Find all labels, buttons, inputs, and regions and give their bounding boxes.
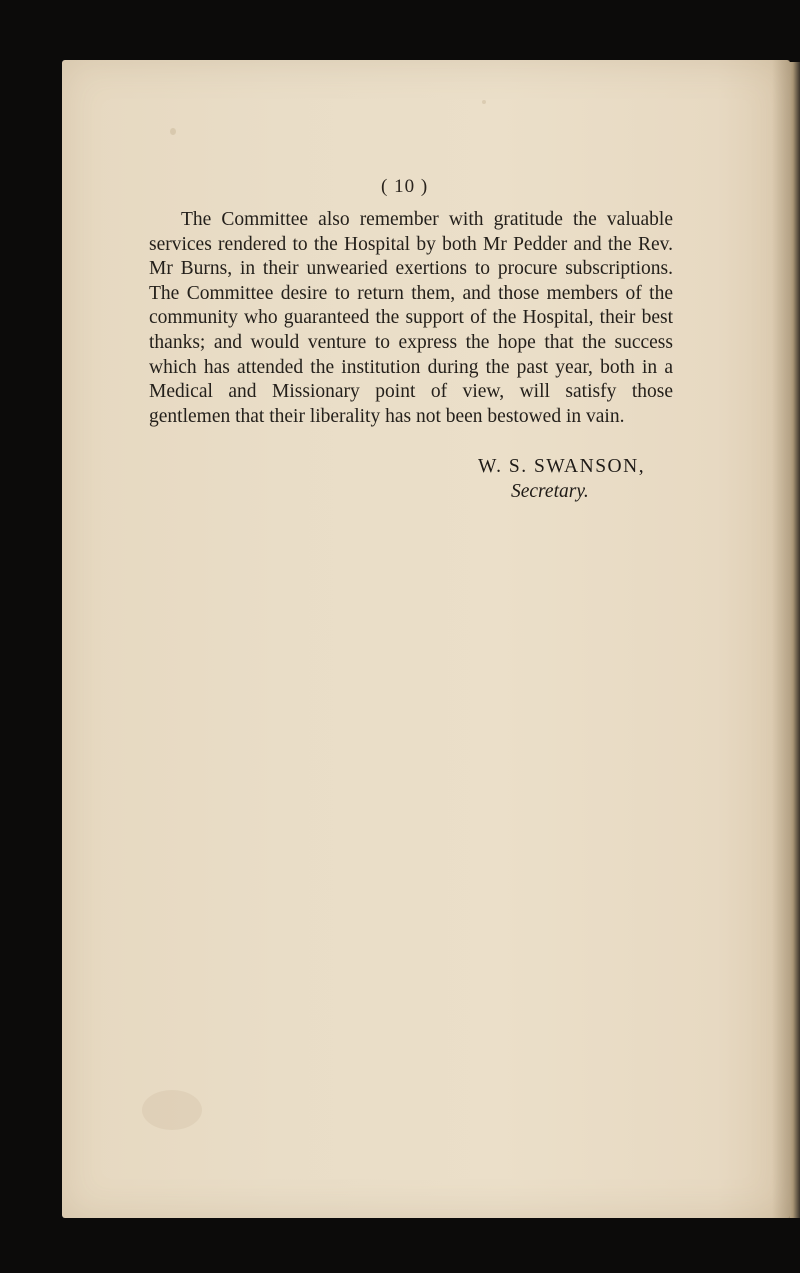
paper-stain <box>142 1090 202 1130</box>
signature-title: Secretary. <box>511 481 589 502</box>
paper-stain <box>482 100 486 104</box>
paper-stain <box>170 128 176 135</box>
page-number: ( 10 ) <box>381 176 429 197</box>
signature-name: W. S. SWANSON, <box>478 456 646 477</box>
body-paragraph: The Committee also remember with gratitude the valuable services rendered to the Hospital by both Mr Pedder and the Rev. Mr Burns, in their unwearied exertions to procure subscriptions. The Committee desire to return them, and those members of the community who guaranteed the support of the Hospital, their best thanks; and would venture to express the hope that the success which has attended the institution during the past year, both in a Medical and Missionary point of view, will satisfy those gentlemen that their liberality has not been bestowed in vain. <box>149 209 673 427</box>
